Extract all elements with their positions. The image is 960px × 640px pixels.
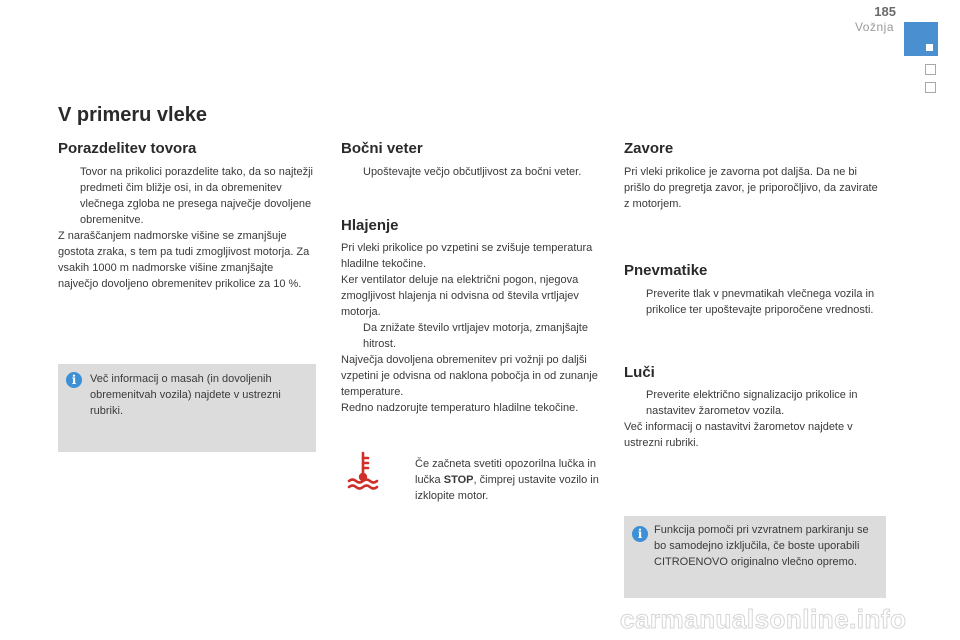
bullet-mark <box>341 164 363 180</box>
paragraph: Z naraščanjem nadmorske višine se zmanjšuje gostota zraka, s tem pa tudi zmogljivost motorja. Za vsakih 1000 m nadmorske višine zmanjšajte največjo dovoljeno obremenitev prikolice za 10 %. <box>58 230 310 290</box>
page-number: 185 <box>874 4 896 19</box>
section-tab-active[interactable] <box>904 22 938 56</box>
section-tab[interactable] <box>925 64 936 75</box>
heading-load-distribution: Porazdelitev tovora <box>58 140 197 157</box>
heading-lights: Luči <box>624 364 655 381</box>
watermark: carmanualsonline.info <box>620 604 907 634</box>
tyres-text <box>624 286 884 318</box>
tab-dot <box>926 44 933 51</box>
paragraph: Ker ventilator deluje na električni pogon, njegova zmogljivost hlajenja ni odvisna od števila vrtljajev motorja. <box>341 274 579 318</box>
bullet-mark <box>393 456 415 504</box>
paragraph: Redno nadzorujte temperaturo hladilne tekočine. <box>341 402 579 414</box>
warning-text <box>393 456 603 504</box>
list-item: Tovor na prikolici porazdelite tako, da so najtežji predmeti čim bližje osi, in da obremenitev vlečnega zgloba ne presega največje dovoljene obremenitve. <box>58 164 316 228</box>
paragraph: Pri vleki prikolice po vzpetini se zvišuje temperatura hladilne tekočine. <box>341 242 593 270</box>
info-box-masses: i Več informacij o masah (in dovoljenih obremenitvah vozila) najdete v ustrezni rubriki. <box>58 364 316 452</box>
info-box-parking-assist: i Funkcija pomoči pri vzvratnem parkiranju se bo samodejno izključila, če boste uporabili CITROENOVO originalno vlečno opremo. <box>624 516 886 598</box>
list-item: Če začneta svetiti opozorilna lučka in lučka STOP, čimprej ustavite vozilo in izklopite motor. <box>393 456 603 504</box>
list-item: Upoštevajte večjo občutljivost za bočni veter. <box>341 164 599 180</box>
coolant-temperature-warning-icon <box>346 450 380 490</box>
bullet-mark <box>341 320 363 352</box>
info-icon: i <box>632 526 648 542</box>
list-item: Preverite električno signalizacijo prikolice in nastavitev žarometov vozila. <box>624 387 886 419</box>
lights-text <box>624 387 886 451</box>
page-title: V primeru vleke <box>58 104 207 126</box>
list-item: Da znižate število vrtljajev motorja, zmanjšajte hitrost. <box>341 320 601 352</box>
heading-tyres: Pnevmatike <box>624 262 708 279</box>
section-name: Vožnja <box>854 20 894 34</box>
bullet-mark <box>58 164 80 228</box>
brakes-text <box>624 164 884 212</box>
section-tab[interactable] <box>925 82 936 93</box>
stop-label: STOP <box>443 474 474 486</box>
paragraph: Več informacij o nastavitvi žarometov najdete v ustrezni rubriki. <box>624 421 853 449</box>
bullet-mark <box>624 286 646 318</box>
heading-brakes: Zavore <box>624 140 674 157</box>
heading-crosswind: Bočni veter <box>341 140 423 157</box>
crosswind-text <box>341 164 599 180</box>
cooling-text <box>341 240 601 416</box>
paragraph: Največja dovoljena obremenitev pri vožnji po daljši vzpetini je odvisna od naklona pobočja in od zunanje temperature. <box>341 354 598 398</box>
load-distribution-text <box>58 164 316 292</box>
paragraph: Pri vleki prikolice je zavorna pot daljša. Da ne bi prišlo do pregretja zavor, je priporočljivo, da zavirate z motorjem. <box>624 166 878 210</box>
bullet-mark <box>624 387 646 419</box>
heading-cooling: Hlajenje <box>341 217 399 234</box>
info-icon: i <box>66 372 82 388</box>
list-item: Preverite tlak v pnevmatikah vlečnega vozila in prikolice ter upoštevajte priporočene vrednosti. <box>624 286 884 318</box>
